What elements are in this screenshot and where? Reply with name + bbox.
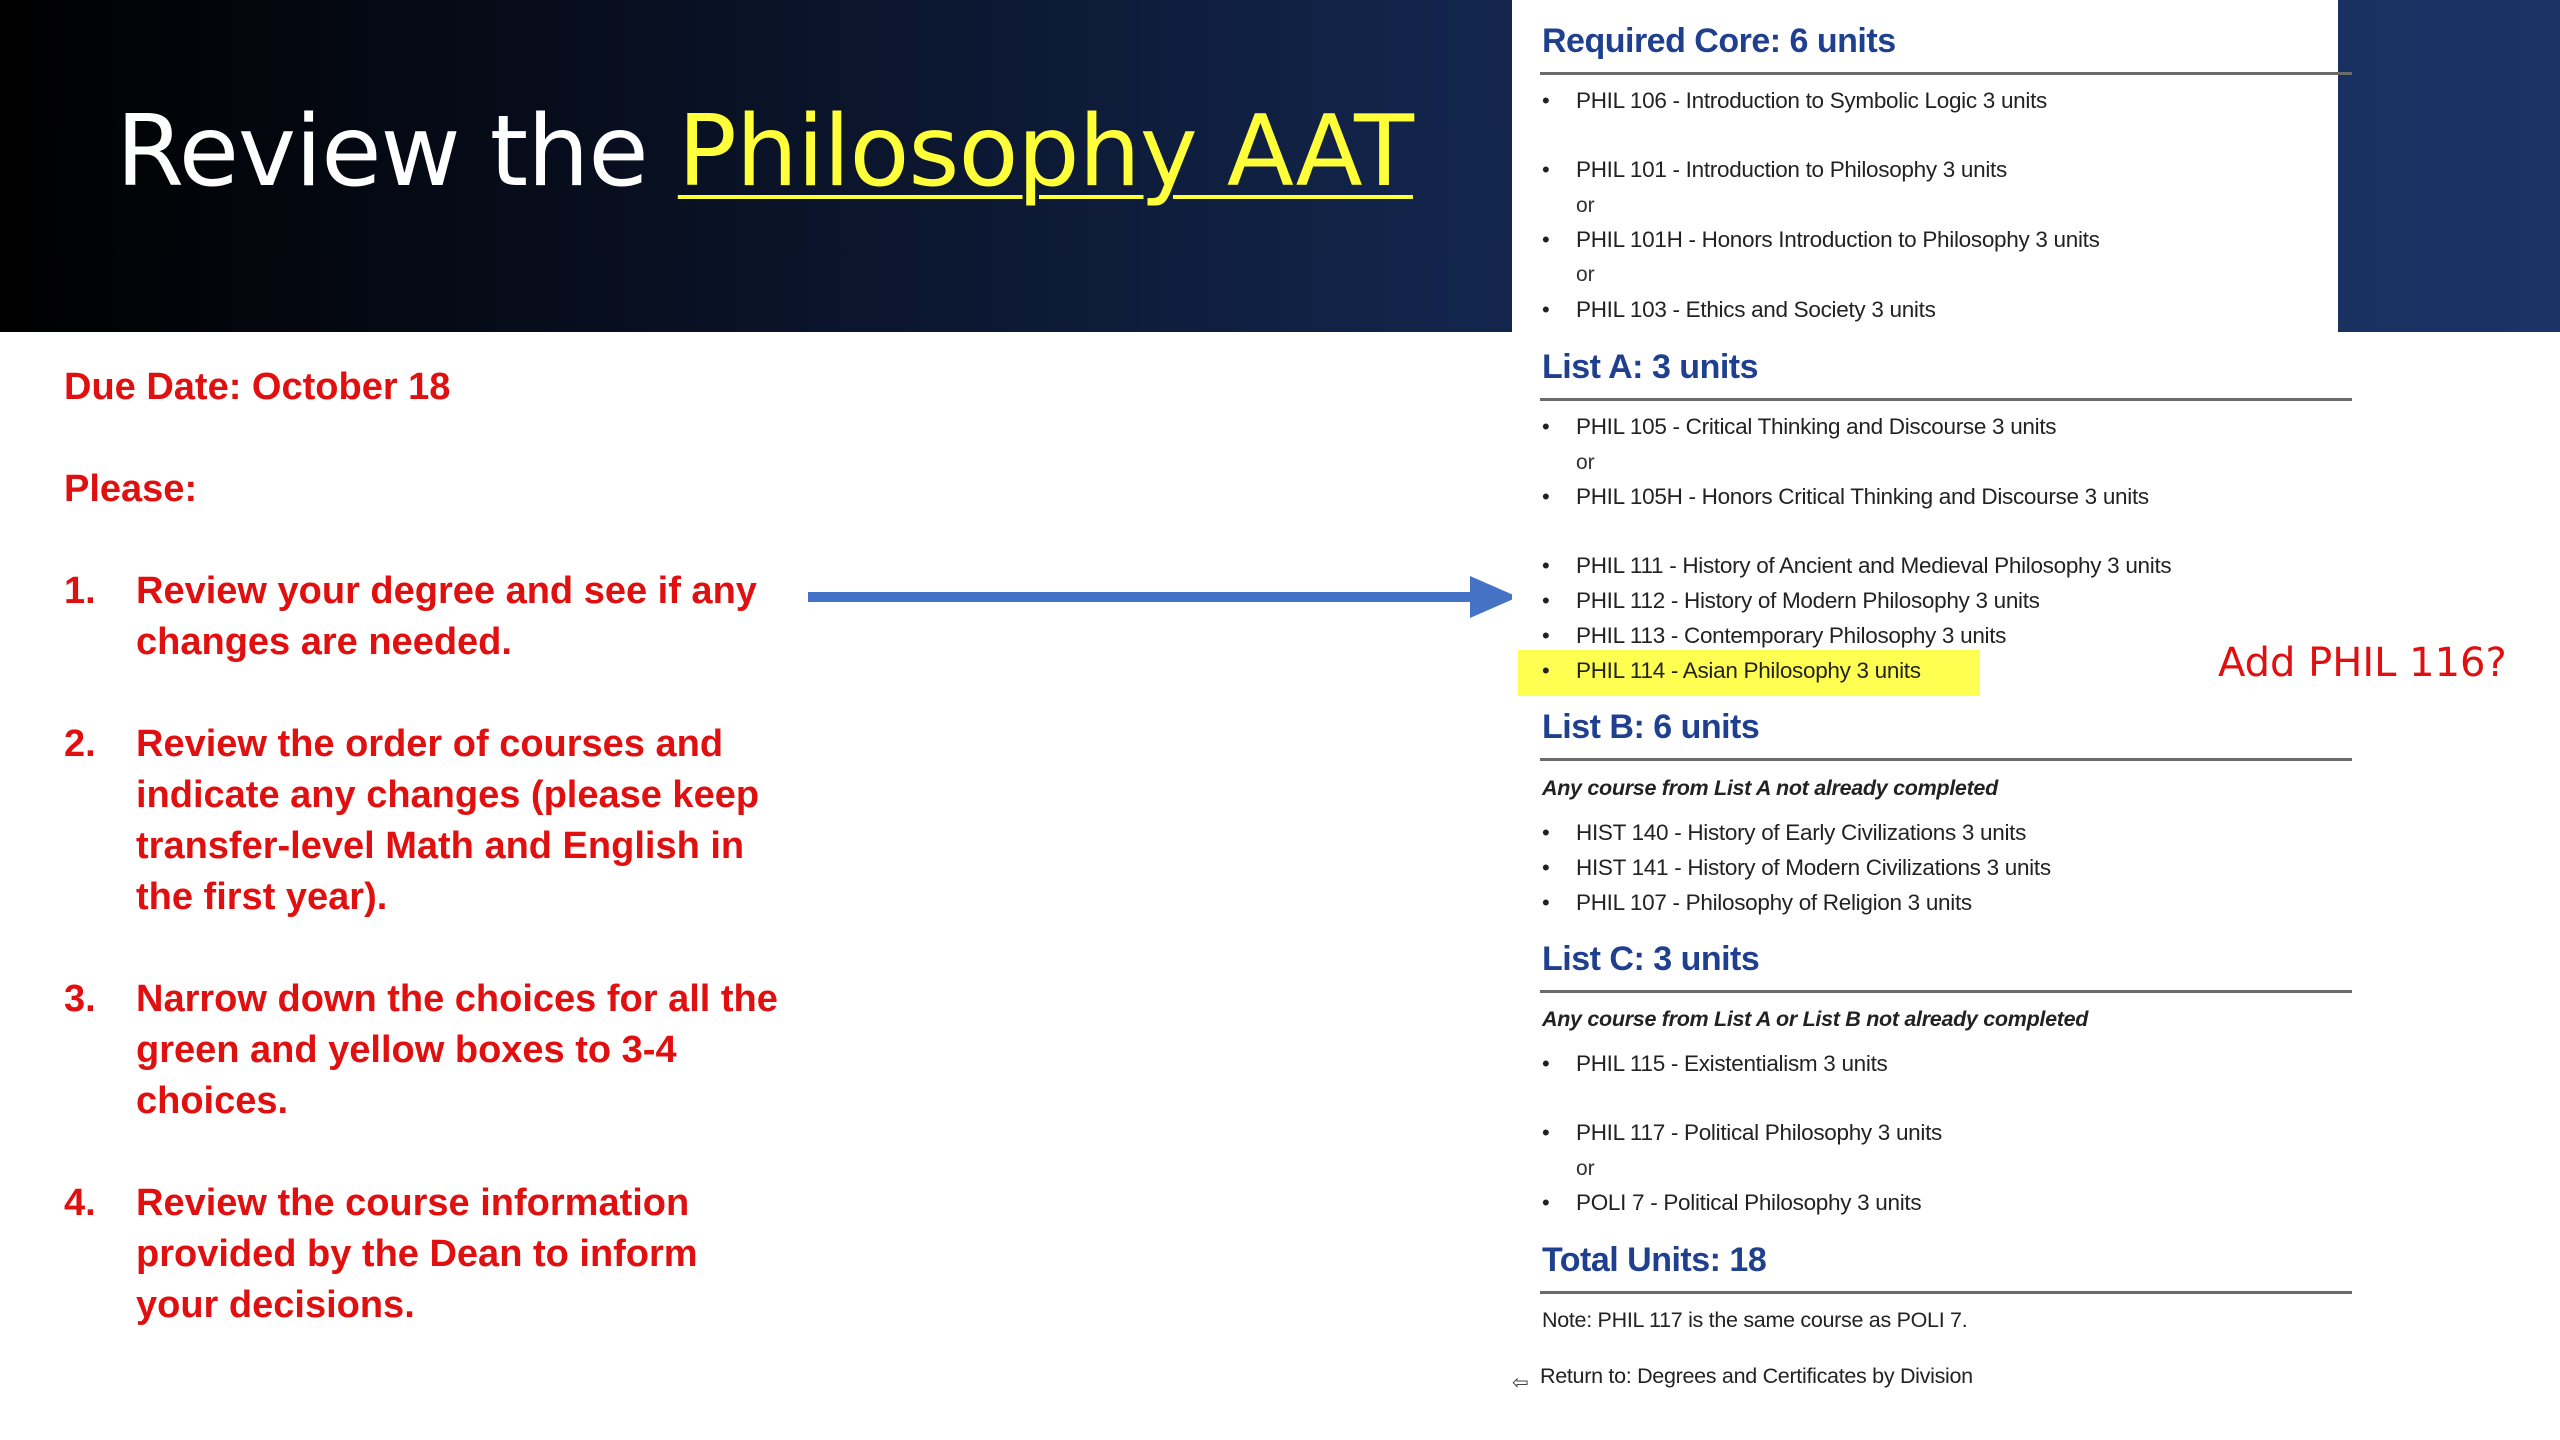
or-separator: or (1576, 1157, 1595, 1180)
instruction-item (64, 1178, 784, 1331)
section-divider (1540, 398, 2352, 401)
or-separator: or (1576, 263, 1595, 286)
course-item[interactable]: • PHIL 117 - Political Philosophy 3 units (1542, 1120, 1942, 1145)
instruction-text: Review your degree and see if any changes are needed. (136, 570, 757, 663)
catalog-panel (1512, 0, 2338, 1440)
course-item[interactable]: • PHIL 105H - Honors Critical Thinking and Discourse 3 units (1542, 484, 2149, 509)
philosophy-aat-link[interactable]: Philosophy AAT (677, 95, 1413, 209)
course-item[interactable]: • PHIL 111 - History of Ancient and Medieval Philosophy 3 units (1542, 553, 2172, 578)
instruction-text: Review the order of courses and indicate any changes (please keep transfer-level Math and English in the first year). (136, 723, 760, 918)
arrow-head (1470, 576, 1518, 618)
list-c-heading: List C: 3 units (1542, 940, 1760, 978)
instruction-number: 3. (64, 978, 96, 1020)
list-a-heading: List A: 3 units (1542, 348, 1759, 386)
instruction-item (64, 719, 784, 923)
instruction-item (64, 566, 784, 668)
please-label: Please: (64, 468, 198, 510)
title-prefix: Review the (116, 95, 678, 209)
required-core-heading: Required Core: 6 units (1542, 22, 1896, 60)
course-item[interactable]: • PHIL 101 - Introduction to Philosophy 3 units (1542, 157, 2007, 182)
course-item[interactable]: • PHIL 113 - Contemporary Philosophy 3 units (1542, 623, 2007, 648)
course-item[interactable]: • PHIL 107 - Philosophy of Religion 3 units (1542, 890, 1972, 915)
pointer-arrow (808, 572, 1518, 622)
course-item[interactable]: • PHIL 103 - Ethics and Society 3 units (1542, 297, 1936, 322)
course-item[interactable]: • POLI 7 - Political Philosophy 3 units (1542, 1190, 1922, 1215)
due-date: Due Date: October 18 (64, 366, 451, 408)
course-item[interactable]: • PHIL 112 - History of Modern Philosophy 3 units (1542, 588, 2040, 613)
return-to-degrees-link[interactable]: Return to: Degrees and Certificates by Division (1540, 1364, 1973, 1388)
course-item-highlighted[interactable]: • PHIL 114 - Asian Philosophy 3 units (1542, 658, 1921, 683)
instruction-number: 1. (64, 570, 96, 612)
list-b-note: Any course from List A not already completed (1542, 776, 1998, 800)
total-note: Note: PHIL 117 is the same course as POLI 7. (1542, 1308, 1968, 1332)
instruction-text: Review the course information provided by the Dean to inform your decisions. (136, 1182, 698, 1326)
slide-title (116, 92, 1413, 212)
course-item[interactable]: • PHIL 115 - Existentialism 3 units (1542, 1051, 1888, 1076)
list-c-note: Any course from List A or List B not already completed (1542, 1007, 2089, 1031)
add-phil-116-comment: Add PHIL 116? (2218, 640, 2507, 686)
or-separator: or (1576, 451, 1595, 474)
total-units-heading: Total Units: 18 (1542, 1241, 1767, 1279)
course-item[interactable]: • HIST 141 - History of Modern Civilizations 3 units (1542, 855, 2051, 880)
instruction-item (64, 974, 784, 1127)
or-separator: or (1576, 194, 1595, 217)
instruction-list (64, 566, 784, 1382)
instruction-number: 4. (64, 1182, 96, 1224)
instruction-text: Narrow down the choices for all the green and yellow boxes to 3-4 choices. (136, 978, 778, 1122)
list-b-heading: List B: 6 units (1542, 708, 1760, 746)
course-item[interactable]: • HIST 140 - History of Early Civilizations 3 units (1542, 820, 2027, 845)
course-item[interactable]: • PHIL 106 - Introduction to Symbolic Logic 3 units (1542, 88, 2047, 113)
section-divider (1540, 72, 2352, 75)
back-arrow-icon: ⇦ (1512, 1372, 1529, 1394)
course-item[interactable]: • PHIL 105 - Critical Thinking and Discourse 3 units (1542, 414, 2057, 439)
course-item[interactable]: • PHIL 101H - Honors Introduction to Philosophy 3 units (1542, 227, 2100, 252)
instruction-number: 2. (64, 723, 96, 765)
